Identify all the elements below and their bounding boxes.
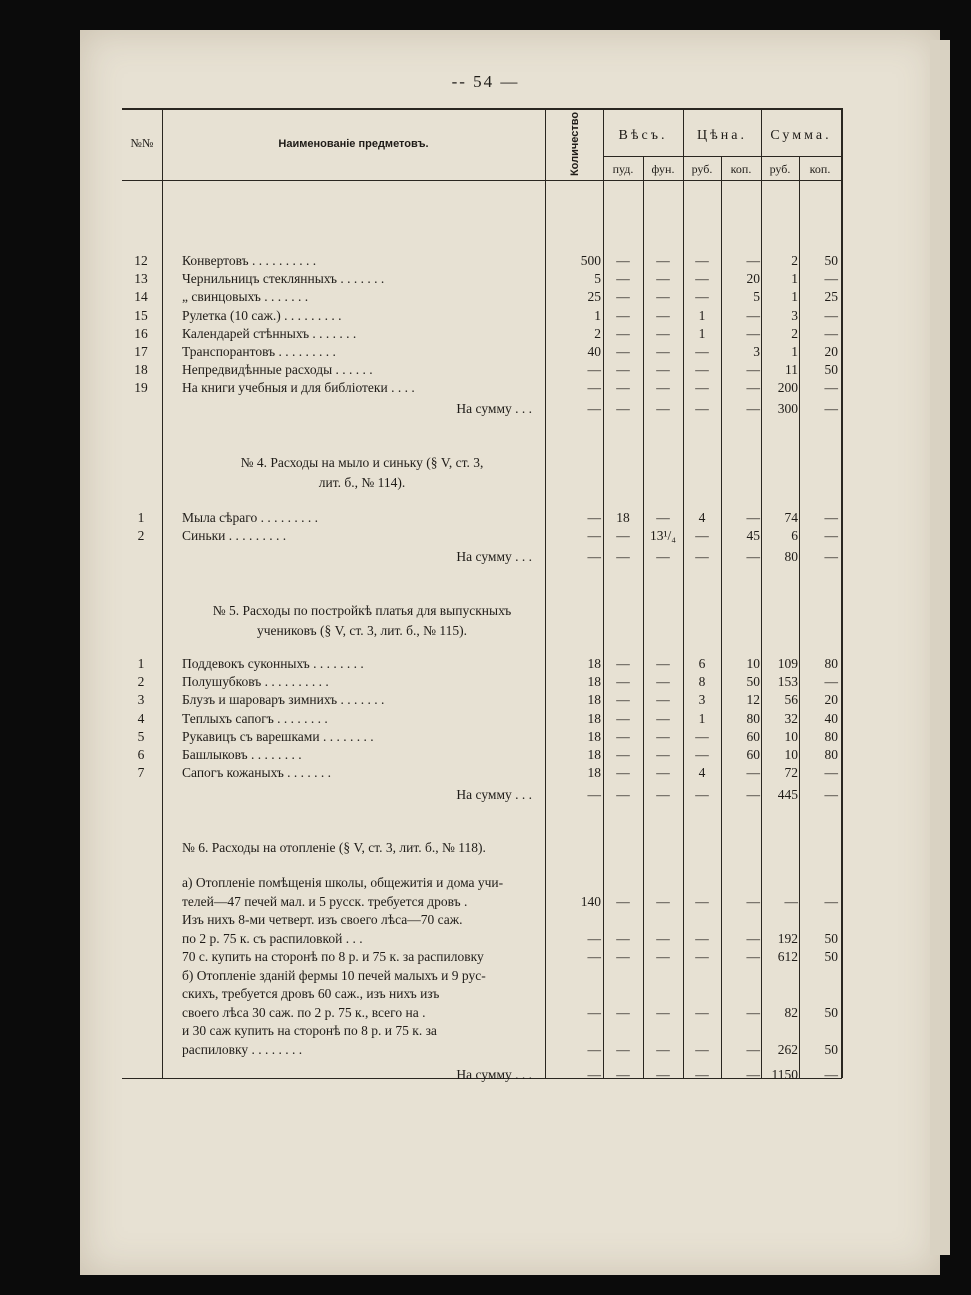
cell-p: — xyxy=(616,344,630,359)
cell-k: — xyxy=(746,307,760,323)
section-6-line1: № 6. Расходы на отопленіе (§ V, ст. 3, лит. б., № 118). xyxy=(182,840,486,855)
cell-r: — xyxy=(695,1041,709,1057)
table-row xyxy=(122,1022,842,1040)
cell-r: — xyxy=(695,362,709,378)
cell-r: — xyxy=(695,549,709,564)
cell-r: 6 xyxy=(698,656,706,671)
cell-name: Мыла сѣраго . . . . . . . . . xyxy=(182,510,318,525)
total-row xyxy=(122,786,842,804)
cell-q: 18 xyxy=(587,747,601,762)
cell-q: 1 xyxy=(594,307,601,323)
section-5-line1: № 5. Расходы по постройкѣ платья для выпускныхъ xyxy=(212,603,512,618)
cell-q: 2 xyxy=(594,325,601,341)
cell-r: — xyxy=(695,930,709,946)
cell-sr: 10 xyxy=(784,728,798,744)
header-kop: коп. xyxy=(730,162,752,176)
cell-no: 4 xyxy=(137,710,145,726)
table-row xyxy=(122,764,842,782)
cell-sr: 1150 xyxy=(771,1067,798,1082)
header-price: Цѣна. xyxy=(697,128,747,143)
cell-f: — xyxy=(656,289,670,305)
cell-r: 3 xyxy=(698,692,706,708)
header-name: Наименованіе предметовъ. xyxy=(278,138,429,150)
total-row xyxy=(122,1066,842,1084)
cell-r: — xyxy=(695,271,709,287)
cell-p: — xyxy=(616,1067,630,1082)
cell-sr: — xyxy=(784,893,798,909)
table-row xyxy=(122,527,842,545)
cell-k: — xyxy=(746,362,760,378)
cell-f: — xyxy=(656,787,670,802)
cell-sr: 109 xyxy=(777,656,798,671)
table-row xyxy=(122,655,842,673)
cell-sr: 10 xyxy=(784,747,798,762)
cell-name: Календарей стѣнныхъ . . . . . . . xyxy=(182,325,357,341)
cell-f: — xyxy=(656,893,670,909)
table-row xyxy=(122,1004,842,1022)
cell-sr: 445 xyxy=(777,787,798,802)
cell-f: — xyxy=(656,401,670,416)
cell-name: Теплыхъ сапогъ . . . . . . . . xyxy=(182,710,328,726)
cell-no: 14 xyxy=(134,289,148,305)
cell-k: — xyxy=(746,549,760,564)
cell-k: — xyxy=(746,253,760,268)
cell-f: — xyxy=(656,271,670,287)
cell-f: — xyxy=(656,765,670,781)
section-5-title xyxy=(182,601,542,641)
cell-no: 7 xyxy=(137,765,145,781)
cell-name: Блузъ и шароваръ зимнихъ . . . . . . . xyxy=(182,692,385,708)
cell-name: Чернильницъ стеклянныхъ . . . . . . . xyxy=(182,271,385,287)
cell-p: — xyxy=(616,253,630,268)
cell-name: и 30 саж купить на сторонѣ по 8 р. и 75 к. за xyxy=(182,1023,437,1038)
cell-q: 500 xyxy=(580,253,601,268)
cell-sk: — xyxy=(824,765,838,781)
cell-r: — xyxy=(695,528,709,543)
cell-sr: 262 xyxy=(777,1041,798,1057)
total-row xyxy=(122,400,842,418)
cell-k: 20 xyxy=(746,271,760,287)
cell-k: — xyxy=(746,1067,760,1082)
cell-k: — xyxy=(746,765,760,781)
cell-k: 80 xyxy=(746,710,760,726)
cell-sk: 50 xyxy=(824,362,838,378)
cell-sk: 50 xyxy=(824,949,838,964)
table-row xyxy=(122,361,842,379)
cell-f: — xyxy=(656,728,670,744)
table-row xyxy=(122,270,842,288)
cell-p: — xyxy=(616,549,630,564)
header-quantity-cell xyxy=(547,108,603,180)
cell-k: 12 xyxy=(746,692,760,708)
cell-name: Непредвидѣнные расходы . . . . . . xyxy=(182,362,373,378)
cell-q: — xyxy=(587,528,601,543)
table-row xyxy=(122,343,842,361)
cell-f: — xyxy=(656,325,670,341)
cell-q: — xyxy=(587,362,601,378)
table-row xyxy=(122,509,842,527)
cell-k: 60 xyxy=(746,728,760,744)
section-6-title xyxy=(182,838,542,858)
header-pud: пуд. xyxy=(612,162,634,176)
cell-p: — xyxy=(616,380,630,396)
cell-r: — xyxy=(695,893,709,909)
cell-p: — xyxy=(616,401,630,416)
cell-name: Полушубковъ . . . . . . . . . . xyxy=(182,674,329,690)
header-sum-rub: руб. xyxy=(769,162,791,176)
cell-sr: 6 xyxy=(791,528,798,543)
cell-k: — xyxy=(746,1041,760,1057)
cell-r: 1 xyxy=(698,710,706,726)
cell-f: — xyxy=(656,253,670,268)
cell-name: б) Отопленіе зданій фермы 10 печей малыхъ и 9 рус- xyxy=(182,967,486,983)
cell-q: — xyxy=(587,930,601,946)
cell-f: — xyxy=(656,674,670,690)
cell-k: — xyxy=(746,380,760,396)
cell-q: — xyxy=(587,380,601,396)
cell-f: — xyxy=(656,549,670,564)
cell-r: — xyxy=(695,949,709,964)
cell-q: 40 xyxy=(587,344,601,359)
cell-f: — xyxy=(656,692,670,708)
cell-p: — xyxy=(616,528,630,543)
cell-p: — xyxy=(616,271,630,287)
header-sum-kop: коп. xyxy=(809,162,831,176)
cell-sk: 50 xyxy=(824,253,838,268)
cell-name: Рукавицъ съ варешками . . . . . . . . xyxy=(182,728,374,744)
cell-r: — xyxy=(695,401,709,416)
total-row xyxy=(122,548,842,566)
cell-p: 18 xyxy=(616,510,630,525)
header-sum: Сумма. xyxy=(770,128,832,143)
cell-k: 45 xyxy=(746,528,760,543)
cell-sk: — xyxy=(824,674,838,690)
cell-k: — xyxy=(746,1004,760,1020)
cell-name: Транспорантовъ . . . . . . . . . xyxy=(182,344,336,359)
table-row xyxy=(122,967,842,985)
cell-q: 18 xyxy=(587,728,601,744)
cell-sr: 612 xyxy=(777,949,798,964)
cell-q: 18 xyxy=(587,674,601,690)
cell-f: — xyxy=(656,1067,670,1082)
cell-name: Башлыковъ . . . . . . . . xyxy=(182,747,302,762)
header-rub: руб. xyxy=(691,162,713,176)
cell-k: 50 xyxy=(746,674,760,690)
cell-name: скихъ, требуется дровъ 60 саж., изъ нихъ изъ xyxy=(182,986,440,1001)
header-no: №№ xyxy=(130,136,154,150)
table-row xyxy=(122,1041,842,1059)
cell-p: — xyxy=(616,674,630,690)
cell-r: — xyxy=(695,289,709,305)
cell-r: — xyxy=(695,1067,709,1082)
cell-r: 1 xyxy=(698,307,706,323)
cell-no: 6 xyxy=(137,747,145,762)
table-row xyxy=(122,288,842,306)
cell-k: 60 xyxy=(746,747,760,762)
total-label: На сумму . . . xyxy=(456,401,532,416)
section-4-title xyxy=(182,453,542,493)
header-fun: фун. xyxy=(651,162,675,176)
cell-r: — xyxy=(695,728,709,744)
cell-q: — xyxy=(587,949,601,964)
cell-p: — xyxy=(616,307,630,323)
cell-p: — xyxy=(616,893,630,909)
cell-no: 2 xyxy=(137,528,145,543)
cell-sk: — xyxy=(824,380,838,396)
cell-sr: 74 xyxy=(784,510,798,525)
cell-name: а) Отопленіе помѣщенія школы, общежитія и дома учи- xyxy=(182,875,504,890)
cell-r: — xyxy=(695,1004,709,1020)
cell-sk: 80 xyxy=(824,656,838,671)
cell-sr: 80 xyxy=(784,549,798,564)
cell-name: Рулетка (10 саж.) . . . . . . . . . xyxy=(182,307,342,323)
cell-sk: — xyxy=(824,1067,838,1082)
cell-f: 13¹/₄ xyxy=(649,528,676,543)
cell-q: — xyxy=(587,787,601,802)
section-5-line2: учениковъ (§ V, ст. 3, лит. б., № 115). xyxy=(257,623,467,638)
cell-f: — xyxy=(656,510,670,525)
cell-f: — xyxy=(656,710,670,726)
cell-sk: 80 xyxy=(824,728,838,744)
cell-no: 16 xyxy=(134,325,148,341)
cell-f: — xyxy=(656,344,670,359)
cell-k: — xyxy=(746,787,760,802)
table-row xyxy=(122,911,842,929)
table-row xyxy=(122,930,842,948)
cell-sk: — xyxy=(824,528,838,543)
table-row xyxy=(122,985,842,1003)
cell-p: — xyxy=(616,289,630,305)
cell-r: 4 xyxy=(698,765,706,781)
cell-k: — xyxy=(746,930,760,946)
cell-name: по 2 р. 75 к. съ распиловкой . . . xyxy=(182,930,363,946)
cell-sr: 1 xyxy=(791,344,798,359)
cell-q: 18 xyxy=(587,710,601,726)
cell-f: — xyxy=(656,930,670,946)
cell-k: 10 xyxy=(746,656,760,671)
total-label: На сумму . . . xyxy=(456,1067,532,1082)
cell-q: 18 xyxy=(587,765,601,781)
cell-p: — xyxy=(616,765,630,781)
cell-q: — xyxy=(587,1041,601,1057)
cell-k: — xyxy=(746,325,760,341)
cell-f: — xyxy=(656,656,670,671)
header-bottom-rule xyxy=(122,180,842,181)
cell-p: — xyxy=(616,692,630,708)
cell-k: 3 xyxy=(753,344,760,359)
cell-f: — xyxy=(656,362,670,378)
cell-sr: 1 xyxy=(791,271,798,287)
cell-f: — xyxy=(656,1004,670,1020)
cell-p: — xyxy=(616,710,630,726)
cell-no: 13 xyxy=(134,271,148,287)
cell-q: — xyxy=(587,1004,601,1020)
cell-no: 5 xyxy=(137,728,145,744)
cell-name: Синьки . . . . . . . . . xyxy=(182,528,287,543)
cell-p: — xyxy=(616,949,630,964)
cell-name: Сапогъ кожаныхъ . . . . . . . xyxy=(182,765,332,781)
table-row xyxy=(122,746,842,764)
cell-sk: 25 xyxy=(824,289,838,305)
cell-name: Поддевокъ суконныхъ . . . . . . . . xyxy=(182,656,364,671)
cell-sr: 192 xyxy=(777,930,798,946)
cell-p: — xyxy=(616,362,630,378)
table-row xyxy=(122,252,842,270)
table-row xyxy=(122,893,842,911)
cell-sr: 200 xyxy=(777,380,798,396)
table-row xyxy=(122,307,842,325)
cell-sk: — xyxy=(824,401,838,416)
cell-no: 2 xyxy=(137,674,145,690)
cell-sr: 2 xyxy=(791,325,798,341)
cell-q: 25 xyxy=(587,289,601,305)
cell-sk: 50 xyxy=(824,1004,838,1020)
cell-r: 8 xyxy=(698,674,706,690)
cell-sk: — xyxy=(824,510,838,525)
cell-f: — xyxy=(656,307,670,323)
table-row xyxy=(122,728,842,746)
cell-name: Конвертовъ . . . . . . . . . . xyxy=(182,253,317,268)
cell-p: — xyxy=(616,656,630,671)
cell-q: — xyxy=(587,1067,601,1082)
cell-r: 4 xyxy=(698,510,706,525)
cell-p: — xyxy=(616,930,630,946)
cell-q: — xyxy=(587,401,601,416)
cell-sk: 40 xyxy=(824,710,838,726)
cell-sk: — xyxy=(824,325,838,341)
cell-sr: 300 xyxy=(777,401,798,416)
cell-sk: 20 xyxy=(824,344,838,359)
cell-sr: 32 xyxy=(784,710,798,726)
cell-sk: — xyxy=(824,549,838,564)
section-4-line2: лит. б., № 114). xyxy=(318,475,406,490)
cell-q: 18 xyxy=(587,692,601,708)
cell-p: — xyxy=(616,1004,630,1020)
cell-r: 1 xyxy=(698,325,706,341)
table-row xyxy=(122,379,842,397)
cell-name: телей—47 печей мал. и 5 русск. требуется дровъ . xyxy=(182,893,468,909)
cell-f: — xyxy=(656,747,670,762)
cell-no: 3 xyxy=(137,692,145,708)
cell-r: — xyxy=(695,344,709,359)
header-quantity: Количество xyxy=(569,111,581,177)
next-page-edge xyxy=(930,40,950,1255)
cell-sk: — xyxy=(824,893,838,909)
table-row xyxy=(122,948,842,966)
cell-k: — xyxy=(746,893,760,909)
header-weight: Вѣсъ. xyxy=(618,128,668,143)
table-row xyxy=(122,325,842,343)
cell-name: „ свинцовыхъ . . . . . . . xyxy=(182,289,309,305)
page-number: -- 54 — xyxy=(451,72,520,91)
cell-sr: 11 xyxy=(785,362,798,378)
cell-p: — xyxy=(616,1041,630,1057)
cell-sk: 20 xyxy=(824,692,838,708)
cell-sk: 50 xyxy=(824,1041,838,1057)
table-row xyxy=(122,874,842,892)
cell-k: 5 xyxy=(753,289,760,305)
cell-sr: 2 xyxy=(791,253,798,268)
cell-no: 1 xyxy=(137,510,145,525)
total-label: На сумму . . . xyxy=(456,549,532,564)
cell-q: — xyxy=(587,510,601,525)
cell-name: На книги учебныя и для библіотеки . . . . xyxy=(182,380,415,396)
cell-name: своего лѣса 30 саж. по 2 р. 75 к., всего на . xyxy=(182,1004,426,1020)
cell-sk: 50 xyxy=(824,930,838,946)
cell-p: — xyxy=(616,325,630,341)
cell-f: — xyxy=(656,1041,670,1057)
cell-name: распиловку . . . . . . . . xyxy=(182,1041,303,1057)
table-row xyxy=(122,710,842,728)
cell-sr: 82 xyxy=(784,1004,798,1020)
cell-no: 18 xyxy=(134,362,148,378)
cell-sk: — xyxy=(824,271,838,287)
cell-no: 12 xyxy=(134,253,148,268)
cell-no: 1 xyxy=(137,656,145,671)
cell-q: 140 xyxy=(580,893,601,909)
table-row xyxy=(122,673,842,691)
table-top-rule xyxy=(122,108,842,110)
cell-k: — xyxy=(746,401,760,416)
total-label: На сумму . . . xyxy=(456,787,532,802)
cell-q: — xyxy=(587,549,601,564)
section-4-line1: № 4. Расходы на мыло и синьку (§ V, ст. 3, xyxy=(240,455,484,470)
cell-p: — xyxy=(616,747,630,762)
cell-r: — xyxy=(695,380,709,396)
expense-table xyxy=(122,108,842,1082)
cell-sr: 153 xyxy=(777,674,798,690)
cell-f: — xyxy=(656,380,670,396)
cell-q: 18 xyxy=(587,656,601,671)
cell-name: Изъ нихъ 8-ми четверт. изъ своего лѣса—70 саж. xyxy=(182,912,463,927)
cell-k: — xyxy=(746,510,760,525)
cell-name: 70 с. купить на сторонѣ по 8 р. и 75 к. за распиловку xyxy=(182,949,484,964)
cell-sr: 1 xyxy=(791,289,798,305)
cell-no: 17 xyxy=(134,344,148,359)
cell-q: 5 xyxy=(594,271,601,287)
cell-no: 15 xyxy=(134,307,148,323)
cell-sr: 72 xyxy=(784,765,798,781)
cell-r: — xyxy=(695,747,709,762)
cell-sk: — xyxy=(824,307,838,323)
cell-f: — xyxy=(656,949,670,964)
cell-p: — xyxy=(616,787,630,802)
cell-r: — xyxy=(695,787,709,802)
cell-no: 19 xyxy=(134,380,148,396)
cell-k: — xyxy=(746,949,760,964)
cell-sr: 3 xyxy=(791,307,798,323)
cell-p: — xyxy=(616,728,630,744)
cell-sk: 80 xyxy=(824,747,838,762)
cell-r: — xyxy=(695,253,709,268)
subheader-rule xyxy=(604,156,842,157)
table-row xyxy=(122,691,842,709)
cell-sr: 56 xyxy=(784,692,798,708)
cell-sk: — xyxy=(824,787,838,802)
